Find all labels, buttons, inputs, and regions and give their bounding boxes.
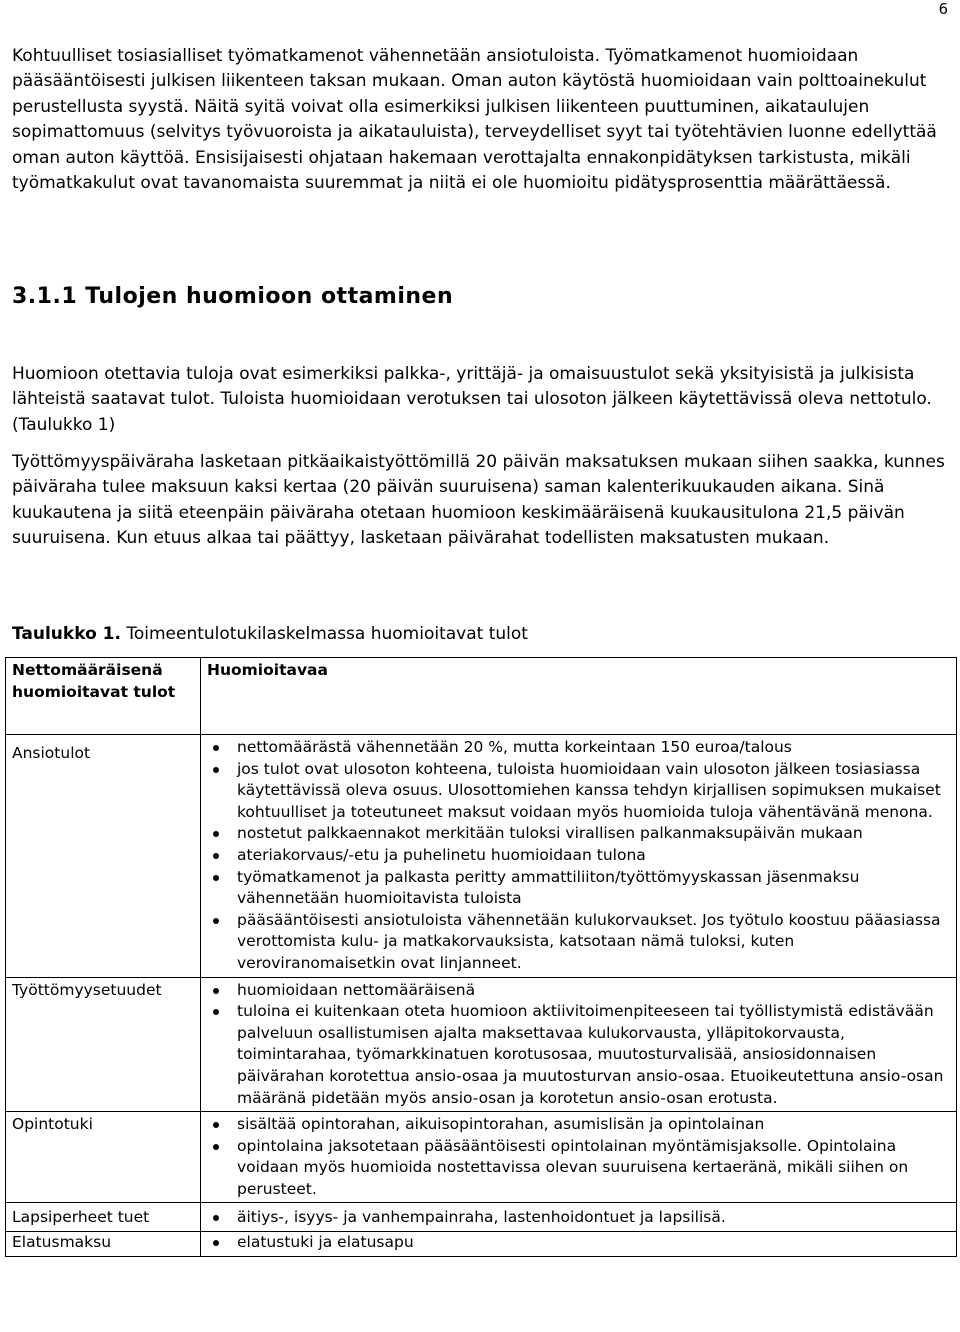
table-row [6,735,957,978]
list-item: nettomäärästä vähennetään 20 %, mutta korkeintaan 150 euroa/talous [237,737,950,759]
list-item: äitiys-, isyys- ja vanhempainraha, lastenhoidontuet ja lapsilisä. [237,1207,950,1229]
list-item: opintolaina jaksotetaan pääsääntöisesti opintolainan myöntämisjaksolle. Opintolaina voidaan myös huomioida nostettavissa olevan suuruisena kertaeränä, mikäli siihen on perusteet. [237,1136,950,1201]
row-label: Työttömyysetuudet [6,977,201,1112]
table-caption [12,624,528,644]
header-notes: Huomioitavaa [201,658,957,735]
section-heading: 3.1.1 Tulojen huomioon ottaminen [12,284,454,309]
list-item: nostetut palkkaennakot merkitään tuloksi virallisen palkanmaksupäivän mukaan [237,823,950,845]
list-item: huomioidaan nettomääräisenä [237,980,950,1002]
list-item: ateriakorvaus/-etu ja puhelinetu huomioidaan tulona [237,845,950,867]
list-item: jos tulot ovat ulosoton kohteena, tuloista huomioidaan vain ulosoton jälkeen tosiasiassa käytettävissä oleva osuus. Ulosottomiehen kanssa tehdyn kirjallisen sopimuksen mukaiset kohtuulliset ja toteutuneet maksut voidaan myös huomioida tuloja vähentävänä menona. [237,759,950,824]
row-label: Lapsiperheet tuet [6,1203,201,1232]
table-caption-text: Toimeentulotukilaskelmassa huomioitavat tulot [120,624,528,644]
table-header-row [6,658,957,735]
list-item: työmatkamenot ja palkasta peritty ammattiliiton/työttömyyskassan jäsenmaksu vähennetään huomioitavista tuloista [237,867,950,910]
list-item: elatustuki ja elatusapu [237,1232,950,1254]
table-row [6,1232,957,1257]
list-item: tuloina ei kuitenkaan oteta huomioon aktiivitoimenpiteeseen tai työllistymistä edistävään palveluun osallistumisen ajalta maksettavaa kulukorvausta, ylläpitokorvausta, toimintarahaa, työmarkkinatuen korotusosaa, muutosturvalisää, ansiosidonnaisen päivärahan korotettua ansio-osaa ja muutosturvan ansio-osaa. Etuoikeutettuna ansio-osan määränä pidetään myös ansio-osan ja korotetun ansio-osan erotusta. [237,1001,950,1109]
paragraph-unemployment-allowance: Työttömyyspäiväraha lasketaan pitkäaikaistyöttömillä 20 päivän maksatuksen mukaan siihen saakka, kunnes päiväraha tulee maksuun kaksi kertaa (20 päivän suuruisena) saman kalenterikuukauden aikana. Sinä kuukautena ja siitä eteenpäin päiväraha otetaan huomioon keskimääräisenä kuukausitulona 21,5 päivän suuruisena. Kun etuus alkaa tai päättyy, lasketaan päivärahat todellisten maksatusten mukaan. [12,452,945,549]
table-row [6,1112,957,1203]
row-label: Elatusmaksu [6,1232,201,1257]
header-net-income: Nettomääräisenä huomioitavat tulot [6,658,201,735]
income-table [5,657,957,1257]
row-label: Opintotuki [6,1112,201,1203]
table-row [6,1203,957,1232]
paragraph-travel-costs: Kohtuulliset tosiasialliset työmatkamenot vähennetään ansiotuloista. Työmatkamenot huomioidaan pääsääntöisesti julkisen liikenteen taksan mukaan. Oman auton käytöstä huomioidaan vain polttoainekulut perustellusta syystä. Näitä syitä voivat olla esimerkiksi julkisen liikenteen puuttuminen, aikataulujen sopimattomuus (selvitys työvuoroista ja aikatauluista), terveydelliset syyt tai työtehtävien luonne edellyttää oman auton käyttöä. Ensisijaisesti ohjataan hakemaan verottajalta ennakonpidätyksen tarkistusta, mikäli työmatkakulut ovat tavanomaista suuremmat ja niitä ei ole huomioitu pidätysprosenttia määrättäessä. [12,46,937,194]
list-item: sisältää opintorahan, aikuisopintorahan, asumislisän ja opintolainan [237,1114,950,1136]
paragraph-income-types: Huomioon otettavia tuloja ovat esimerkiksi palkka-, yrittäjä- ja omaisuustulot sekä yksityisistä ja julkisista lähteistä saatavat tulot. Tuloista huomioidaan verotuksen tai ulosoton jälkeen käytettävissä oleva nettotulo. (Taulukko 1) [12,364,932,435]
page-number: 6 [938,0,948,18]
table-row [6,977,957,1112]
list-item: pääsääntöisesti ansiotuloista vähennetään kulukorvaukset. Jos työtulo koostuu pääasiassa verottomista kulu- ja matkakorvauksista, katsotaan nämä tuloksi, kuten veroviranomaisetkin ovat linjanneet. [237,910,950,975]
row-label: Ansiotulot [6,735,201,978]
table-caption-label: Taulukko 1. [12,624,121,644]
